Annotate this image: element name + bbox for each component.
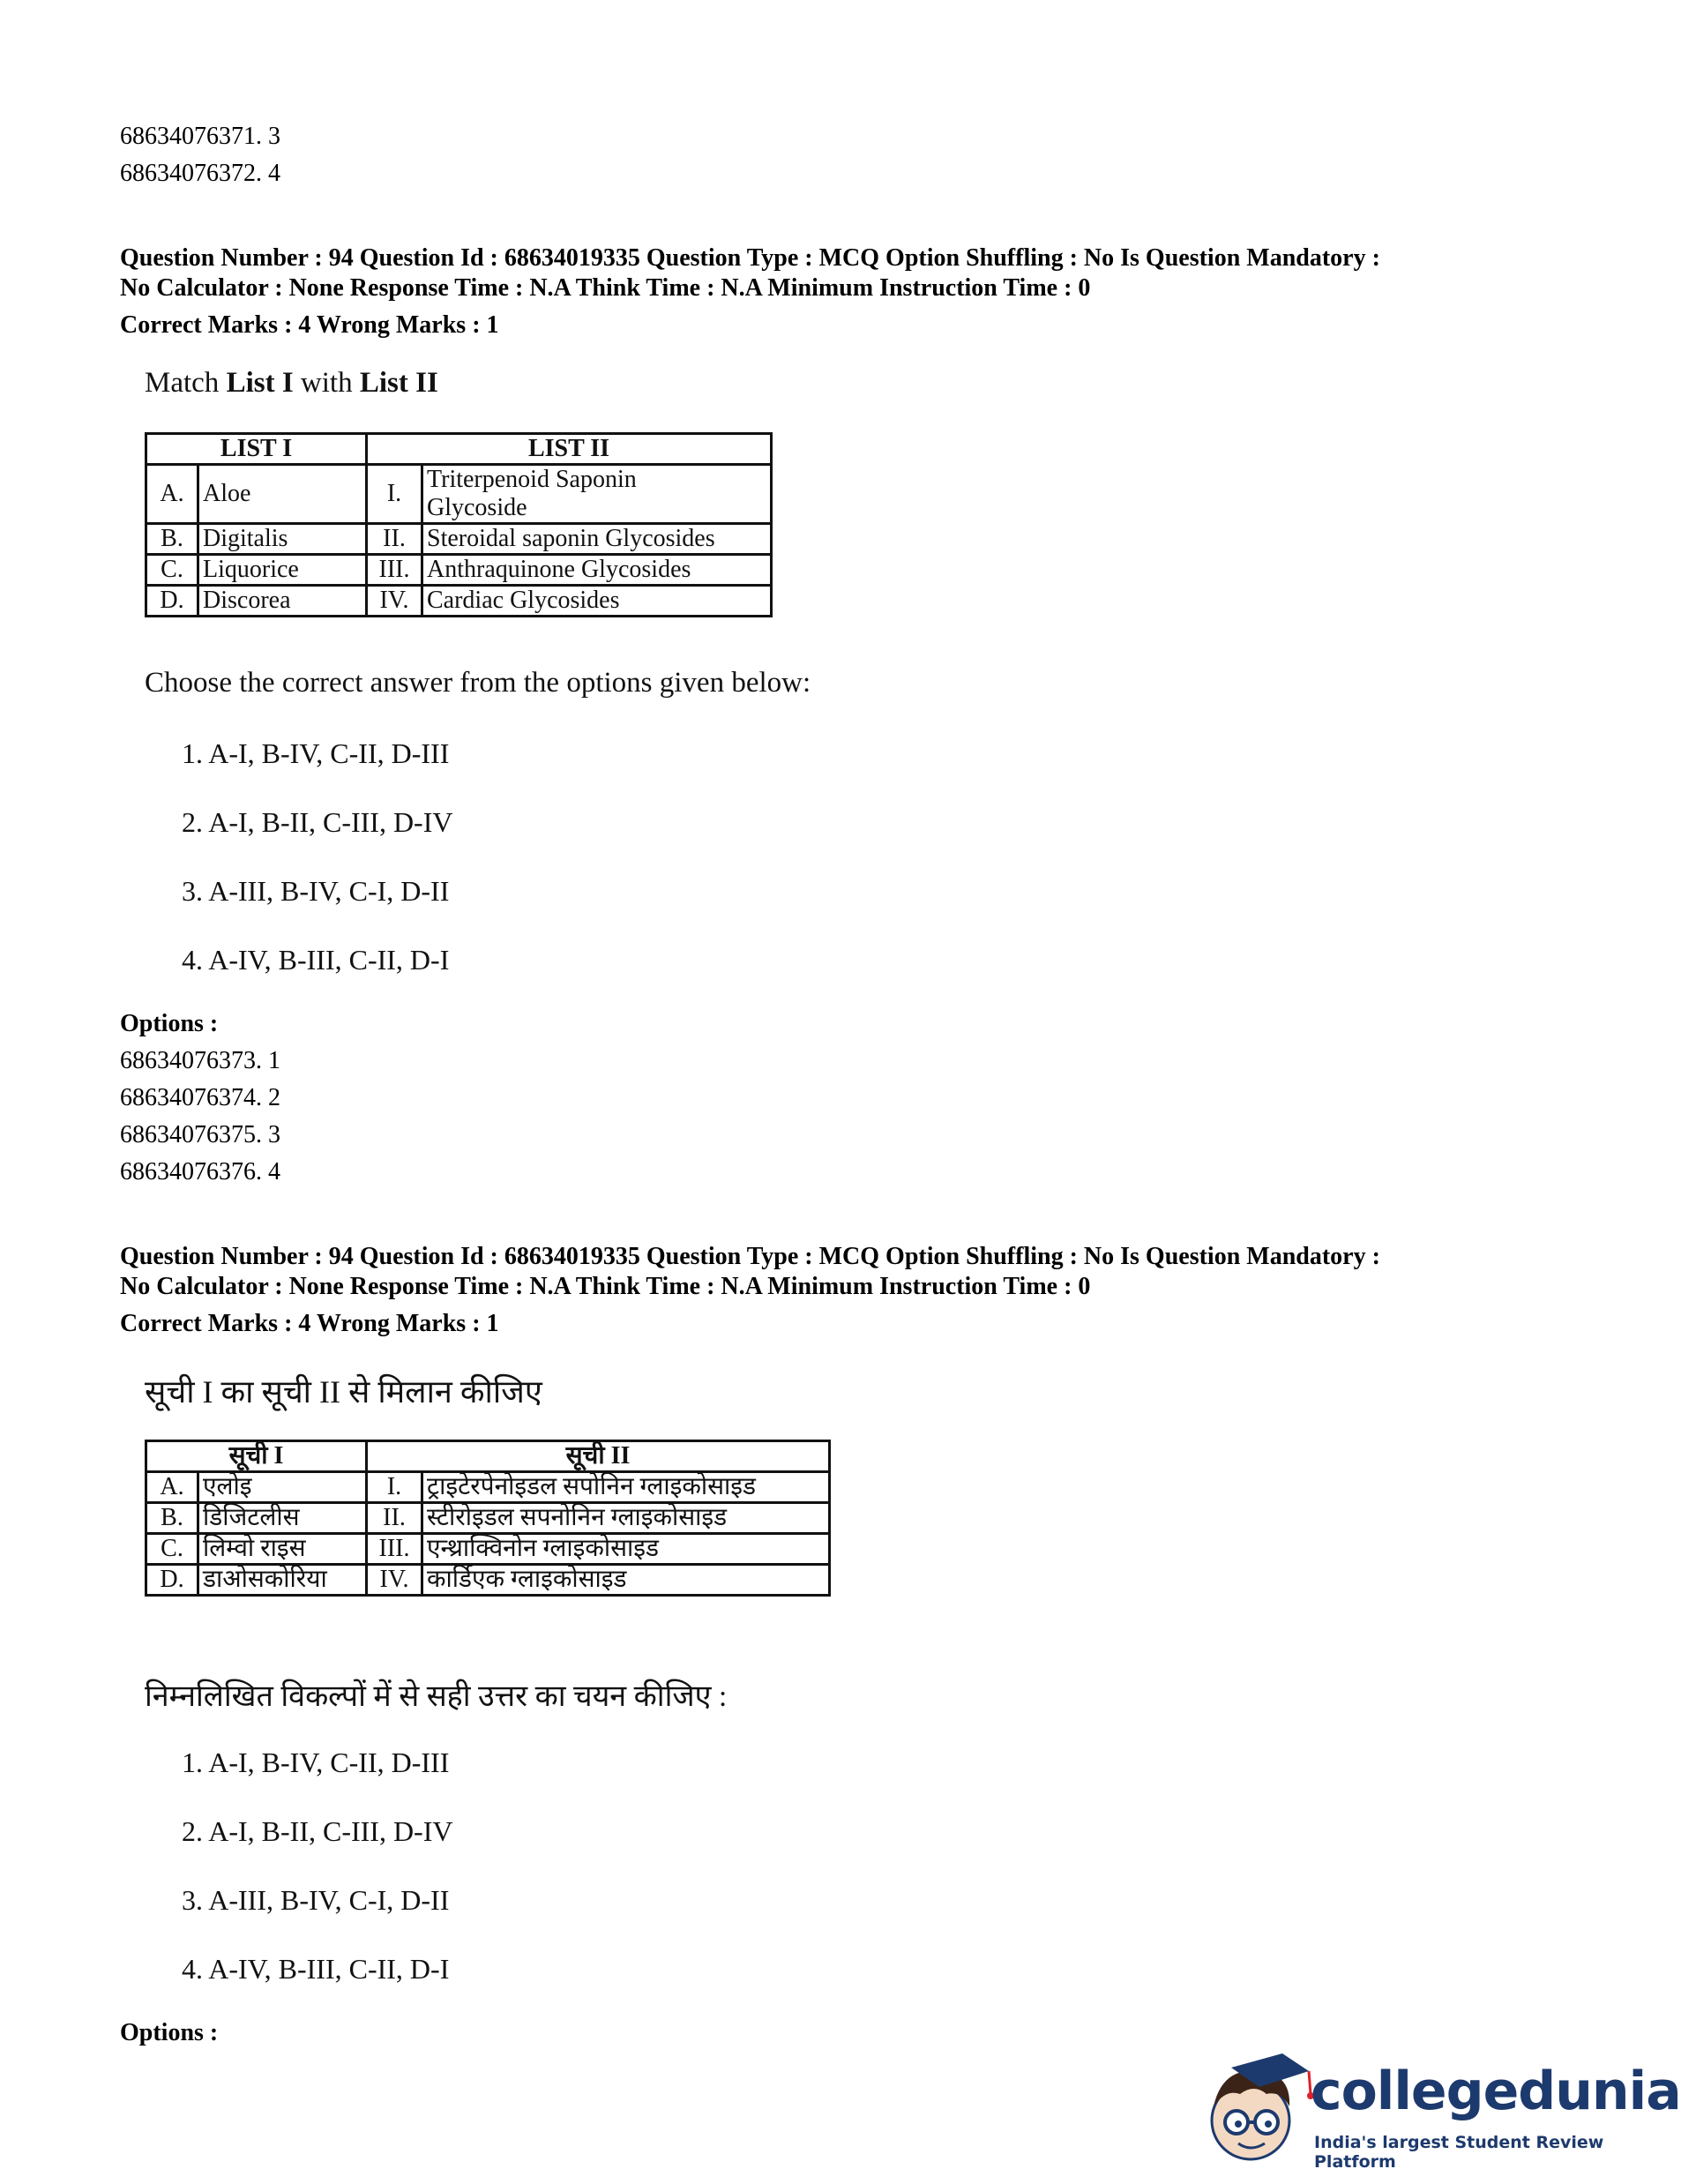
question-meta-line1: Question Number : 94 Question Id : 68634019335 Question Type : MCQ Option Shuffling : No Is Question Mandatory :	[120, 244, 1380, 272]
option-line: 68634076374. 2	[120, 1084, 280, 1111]
table-row: B. डिजिटलीस II. स्टीरोइडल सपनोनिन ग्लाइकोसाइड	[146, 1503, 830, 1534]
match-table-english	[145, 432, 773, 617]
table-row: A. एलोइ I. ट्राइटेरपेनोइडल सपोनिन ग्लाइकोसाइड	[146, 1472, 830, 1503]
table-header-list1: LIST I	[146, 434, 367, 465]
answer-choice: 4. A-IV, B-III, C-II, D-I	[182, 944, 450, 976]
table-row: C. लिम्वो राइस III. एन्थ्राक्विनोन ग्लाइकोसाइड	[146, 1534, 830, 1565]
option-line: 68634076372. 4	[120, 160, 280, 187]
answer-choice: 4. A-IV, B-III, C-II, D-I	[182, 1953, 450, 1985]
choose-instruction: निम्नलिखित विकल्पों में से सही उत्तर का चयन कीजिए :	[145, 1680, 728, 1713]
table-row: D. डाओसकोरिया IV. कार्डिएक ग्लाइकोसाइड	[146, 1565, 830, 1596]
option-line: 68634076373. 1	[120, 1047, 280, 1074]
answer-choice: 1. A-I, B-IV, C-II, D-III	[182, 1746, 450, 1778]
question-intro: सूची I का सूची II से मिलान कीजिए	[145, 1374, 542, 1410]
answer-choice: 3. A-III, B-IV, C-I, D-II	[182, 1884, 450, 1916]
question-meta-line1: Question Number : 94 Question Id : 68634019335 Question Type : MCQ Option Shuffling : No Is Question Mandatory :	[120, 1243, 1380, 1270]
question-meta-line2: No Calculator : None Response Time : N.A Think Time : N.A Minimum Instruction Time : 0	[120, 1273, 1091, 1300]
brand-name: collegedunia	[1311, 2061, 1681, 2122]
answer-choice: 1. A-I, B-IV, C-II, D-III	[182, 737, 450, 769]
choose-instruction: Choose the correct answer from the options given below:	[145, 667, 811, 699]
answer-choice: 2. A-I, B-II, C-III, D-IV	[182, 806, 453, 838]
options-label: Options :	[120, 2019, 219, 2046]
table-header-list2: सूची II	[367, 1441, 830, 1472]
option-line: 68634076376. 4	[120, 1158, 280, 1185]
table-header-list2: LIST II	[367, 434, 772, 465]
table-row: B. Digitalis II. Steroidal saponin Glycosides	[146, 524, 772, 555]
answer-choice: 3. A-III, B-IV, C-I, D-II	[182, 875, 450, 907]
question-intro: Match List I with List II	[145, 367, 438, 399]
question-meta-line2: No Calculator : None Response Time : N.A Think Time : N.A Minimum Instruction Time : 0	[120, 274, 1091, 302]
table-row: D. Discorea IV. Cardiac Glycosides	[146, 586, 772, 617]
option-line: 68634076371. 3	[120, 123, 280, 150]
brand-tagline: India's largest Student Review Platform	[1314, 2133, 1604, 2172]
table-header-list1: सूची I	[146, 1441, 367, 1472]
table-row: A. Aloe I. Triterpenoid Saponin Glycoside	[146, 465, 772, 524]
question-marks: Correct Marks : 4 Wrong Marks : 1	[120, 1310, 499, 1337]
answer-choice: 2. A-I, B-II, C-III, D-IV	[182, 1815, 453, 1847]
question-marks: Correct Marks : 4 Wrong Marks : 1	[120, 311, 499, 339]
options-label: Options :	[120, 1010, 219, 1037]
table-row: C. Liquorice III. Anthraquinone Glycosides	[146, 555, 772, 586]
match-table-hindi	[145, 1440, 831, 1597]
option-line: 68634076375. 3	[120, 1121, 280, 1148]
